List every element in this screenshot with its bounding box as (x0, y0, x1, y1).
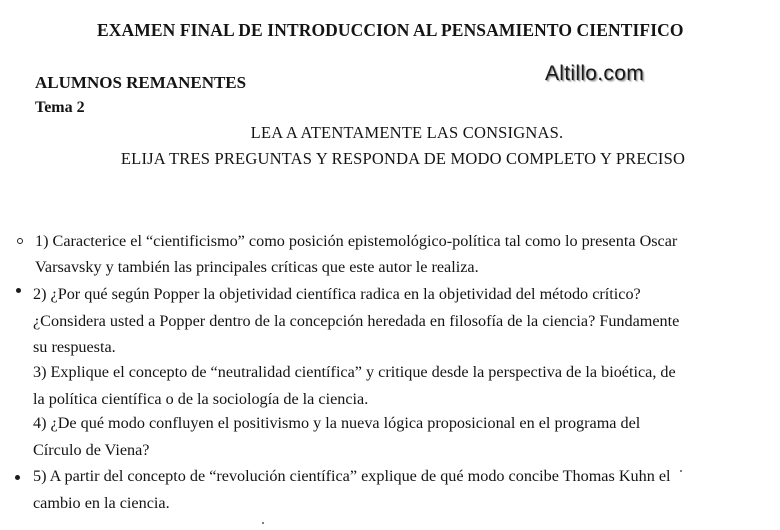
question-5-line-1: 5) A partir del concepto de “revolución científica” explique de qué modo concibe Thomas Kuhn el (33, 467, 671, 485)
student-group-label: ALUMNOS REMANENTES (35, 73, 247, 92)
exam-title: EXAMEN FINAL DE INTRODUCCION AL PENSAMIENTO CIENTIFICO (97, 20, 684, 40)
question-3-line-1: 3) Explique el concepto de “neutralidad científica” y critique desde la perspectiva de la bioética, de (33, 363, 676, 381)
question-2-line-1: 2) ¿Por qué según Popper la objetividad científica radica en la objetividad del método crítico? (33, 285, 641, 303)
question-5-line-2: cambio en la ciencia. (33, 494, 170, 512)
question-2-line-2: ¿Considera usted a Popper dentro de la concepción heredada en filosofía de la ciencia? Fundamente (33, 312, 680, 330)
instruction-line: ELIJA TRES PREGUNTAS Y RESPONDA DE MODO COMPLETO Y PRECISO (120, 149, 686, 168)
scan-speck (262, 522, 264, 524)
bullet-mark (15, 475, 20, 480)
scan-speck (680, 470, 682, 472)
topic-label: Tema 2 (35, 99, 85, 116)
question-4-line-1: 4) ¿De qué modo confluyen el positivismo y la nueva lógica proposicional en el programa del (33, 414, 641, 432)
question-1-line-1: 1) Caracterice el “cientificismo” como posición epistemológico-política tal como lo presenta Oscar (35, 232, 678, 250)
question-3-line-2: la política científica o de la sociología de la ciencia. (33, 390, 369, 408)
bullet-mark (16, 288, 21, 293)
instruction-line: LEA A ATENTAMENTE LAS CONSIGNAS. (250, 123, 564, 142)
bullet-mark (17, 238, 23, 244)
question-2-line-3: su respuesta. (33, 338, 116, 356)
question-1-line-2: Varsavsky y también las principales críticas que este autor le realiza. (35, 258, 479, 276)
site-watermark: Altillo.com (545, 62, 644, 85)
question-4-line-2: Círculo de Viena? (33, 441, 150, 459)
